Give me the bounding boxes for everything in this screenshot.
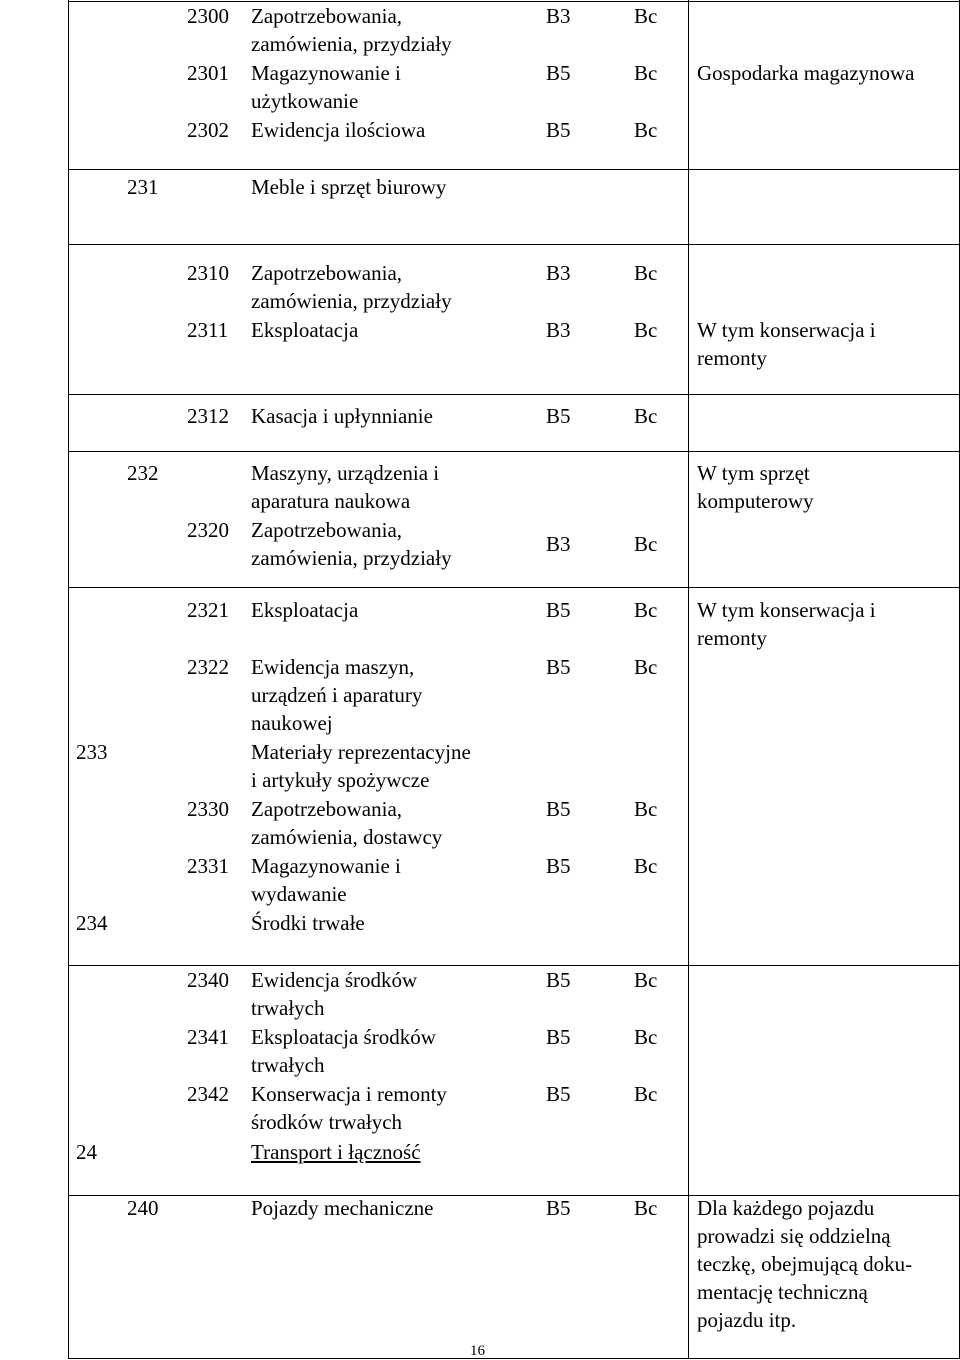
archive-category-sub: Bc: [634, 797, 658, 821]
archive-category-sub: Bc: [634, 1082, 658, 1106]
entry-name-line: aparatura naukowa: [251, 489, 411, 513]
entry-name: [251, 1194, 434, 1222]
entry-name-line: Środki trwałe: [251, 911, 365, 935]
remarks-line: Gospodarka magazynowa: [697, 61, 915, 85]
classification-code: 2322: [187, 655, 229, 679]
entry-name-line: Konserwacja i remonty: [251, 1082, 447, 1106]
row-separator: [68, 587, 960, 588]
entry-name-line: trwałych: [251, 1053, 325, 1077]
classification-code: 234: [76, 911, 108, 935]
classification-code: 2340: [187, 968, 229, 992]
archive-category: B5: [546, 968, 571, 992]
entry-name-line: Kasacja i upłynnianie: [251, 404, 433, 428]
entry-name: [251, 116, 425, 144]
entry-name: [251, 59, 401, 115]
entry-name-line: Zapotrzebowania,: [251, 518, 403, 542]
remarks-line: remonty: [697, 626, 767, 650]
remarks: [697, 316, 876, 372]
entry-name: [251, 596, 358, 624]
classification-code: 232: [127, 461, 159, 485]
archive-category: B5: [546, 1082, 571, 1106]
entry-name: [251, 966, 417, 1022]
classification-code: 233: [76, 740, 108, 764]
entry-name-line: Zapotrzebowania,: [251, 4, 403, 28]
classification-code: 2300: [187, 4, 229, 28]
entry-name-line: zamówienia, przydziały: [251, 32, 452, 56]
classification-code: 231: [127, 175, 159, 199]
entry-name-line: użytkowanie: [251, 89, 359, 113]
remarks-line: teczkę, obejmującą doku-: [697, 1252, 913, 1276]
remarks-line: pojazdu itp.: [697, 1308, 797, 1332]
entry-name: [251, 795, 442, 851]
entry-name: [251, 852, 401, 908]
entry-name: [251, 1138, 421, 1166]
entry-name-line: zamówienia, przydziały: [251, 289, 452, 313]
row-separator: [68, 394, 960, 395]
remarks-line: W tym konserwacja i: [697, 598, 876, 622]
entry-name-line: zamówienia, dostawcy: [251, 825, 443, 849]
archive-category: B5: [546, 61, 571, 85]
entry-name-line: Magazynowanie i: [251, 854, 401, 878]
entry-name-line: Zapotrzebowania,: [251, 797, 403, 821]
entry-name-line: urządzeń i aparatury: [251, 683, 423, 707]
archive-category-sub: Bc: [634, 1025, 658, 1049]
classification-code: 2330: [187, 797, 229, 821]
remarks: [697, 596, 876, 652]
classification-code: 2342: [187, 1082, 229, 1106]
remarks: [697, 1194, 912, 1334]
entry-name-line: Magazynowanie i: [251, 61, 401, 85]
entry-name: [251, 516, 452, 572]
remarks-line: mentację techniczną: [697, 1280, 868, 1304]
classification-code: 2312: [187, 404, 229, 428]
classification-code: 2341: [187, 1025, 229, 1049]
archive-category: B3: [546, 532, 571, 556]
archive-category-sub: Bc: [634, 61, 658, 85]
table-column-border: [688, 0, 689, 1359]
archive-category-sub: Bc: [634, 318, 658, 342]
remarks-line: Dla każdego pojazdu: [697, 1196, 875, 1220]
row-separator: [68, 169, 960, 170]
archive-category-sub: Bc: [634, 4, 658, 28]
row-separator: [68, 451, 960, 452]
entry-name: [251, 738, 471, 794]
archive-category-sub: Bc: [634, 598, 658, 622]
entry-name-line: wydawanie: [251, 882, 347, 906]
archive-category: B3: [546, 4, 571, 28]
entry-name-line: Transport i łączność: [251, 1140, 421, 1164]
remarks: [697, 59, 915, 87]
row-separator: [68, 244, 960, 245]
archive-category-sub: Bc: [634, 968, 658, 992]
entry-name: [251, 402, 433, 430]
entry-name-line: Meble i sprzęt biurowy: [251, 175, 447, 199]
entry-name: [251, 173, 446, 201]
entry-name: [251, 259, 452, 315]
table-column-border: [68, 0, 69, 1359]
entry-name-line: Eksploatacja środków: [251, 1025, 436, 1049]
entry-name: [251, 2, 452, 58]
archive-category: B5: [546, 404, 571, 428]
entry-name-line: Ewidencja środków: [251, 968, 418, 992]
entry-name: [251, 653, 422, 737]
archive-category: B5: [546, 1196, 571, 1220]
classification-code: 2301: [187, 61, 229, 85]
entry-name: [251, 459, 439, 515]
archive-category-sub: Bc: [634, 532, 658, 556]
entry-name-line: Zapotrzebowania,: [251, 261, 403, 285]
remarks: [697, 459, 814, 515]
archive-category: B5: [546, 598, 571, 622]
entry-name-line: Eksploatacja: [251, 318, 359, 342]
remarks-line: komputerowy: [697, 489, 814, 513]
entry-name-line: środków trwałych: [251, 1110, 403, 1134]
archive-category: B3: [546, 318, 571, 342]
entry-name-line: zamówienia, przydziały: [251, 546, 452, 570]
entry-name-line: Eksploatacja: [251, 598, 359, 622]
remarks-line: W tym sprzęt: [697, 461, 810, 485]
classification-code: 2302: [187, 118, 229, 142]
classification-code: 240: [127, 1196, 159, 1220]
entry-name: [251, 909, 365, 937]
archive-category: B5: [546, 655, 571, 679]
entry-name-line: i artykuły spożywcze: [251, 768, 430, 792]
archive-category-sub: Bc: [634, 854, 658, 878]
entry-name-line: Pojazdy mechaniczne: [251, 1196, 434, 1220]
classification-code: 24: [76, 1140, 97, 1164]
remarks-line: W tym konserwacja i: [697, 318, 876, 342]
archive-category-sub: Bc: [634, 404, 658, 428]
entry-name-line: Maszyny, urządzenia i: [251, 461, 440, 485]
archive-category: B5: [546, 118, 571, 142]
entry-name: [251, 1023, 436, 1079]
entry-name-line: Ewidencja ilościowa: [251, 118, 426, 142]
classification-code: 2320: [187, 518, 229, 542]
classification-code: 2311: [187, 318, 229, 342]
entry-name-line: trwałych: [251, 996, 325, 1020]
remarks-line: remonty: [697, 346, 767, 370]
archive-category: B5: [546, 1025, 571, 1049]
page-number: 16: [470, 1343, 485, 1359]
remarks-line: prowadzi się oddzielną: [697, 1224, 891, 1248]
classification-code: 2310: [187, 261, 229, 285]
classification-code: 2321: [187, 598, 229, 622]
entry-name-line: naukowej: [251, 711, 333, 735]
archive-category: B5: [546, 797, 571, 821]
archive-category-sub: Bc: [634, 655, 658, 679]
entry-name-line: Ewidencja maszyn,: [251, 655, 415, 679]
entry-name-line: Materiały reprezentacyjne: [251, 740, 471, 764]
archive-category: B5: [546, 854, 571, 878]
archive-category-sub: Bc: [634, 118, 658, 142]
archive-category-sub: Bc: [634, 261, 658, 285]
entry-name: [251, 1080, 447, 1136]
archive-category: B3: [546, 261, 571, 285]
classification-code: 2331: [187, 854, 229, 878]
archive-category-sub: Bc: [634, 1196, 658, 1220]
entry-name: [251, 316, 358, 344]
